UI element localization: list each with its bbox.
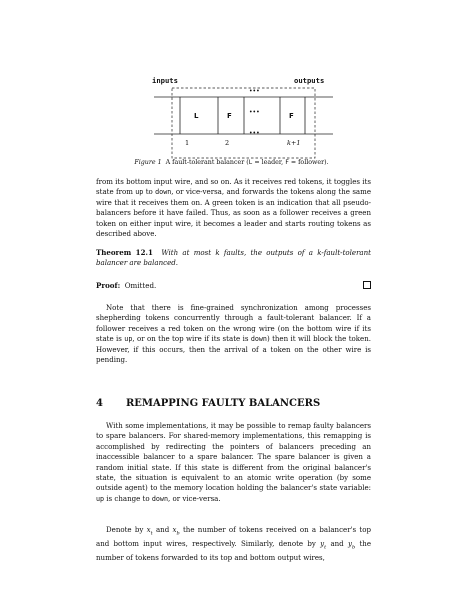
outputs-label: outputs: [294, 76, 325, 85]
var-x-b-sub: b: [176, 530, 180, 537]
para3-text-2: is change to: [104, 493, 152, 503]
para1-text-3: , or vice-versa, and forwards the tokens along the same wire that it receives them on. A green token is an indication that all pseudo-balancers before it have failed. Thus, as soon as a follower receives a green token on either input wire, it becomes a leader and starts routing tokens as described above.: [96, 187, 371, 239]
var-y-t: y: [320, 538, 325, 548]
paragraph-continuation: [96, 177, 371, 239]
qed-square-icon: [363, 281, 371, 289]
para4-text-3: the number of tokens received on a balancer's top and bottom input wires, respectively. Similarly, denote by: [96, 525, 372, 548]
var-y-t-sub: t: [324, 544, 327, 551]
figure-caption: [95, 159, 368, 166]
var-x-b: x: [172, 525, 177, 534]
follower-label-1: F: [227, 112, 232, 120]
para3-code-down: down: [151, 494, 168, 503]
para1-text-2: to: [143, 187, 156, 197]
caption-text-middle: = leader,: [252, 159, 286, 166]
balancer-diagram: [148, 74, 338, 169]
ellipsis-middle: •••: [249, 109, 260, 116]
section-title-text: REMAPPING FAULTY BALANCERS: [126, 398, 321, 409]
para2-text-3: ) then it will block the token. However, if this occurs, then the arrival of a token on the other wire is pending.: [96, 334, 371, 365]
section-heading: [96, 398, 320, 409]
para4-text-2: and: [152, 525, 173, 534]
caption-code-l: L: [248, 159, 253, 166]
balancer-index-1: 1: [185, 139, 190, 147]
para3-text-1: With some implementations, it may be possible to remap faulty balancers to spare balancers. For shared-memory implementations, this remapping is accomplished by redirecting the pointers of balancers preceding an inaccessible balancer to a spare balancer. The spare balancer is given a random initial state. If this state is different from the original balancer's state, the situation is equivalent to an atomic write operation (by some outside agent) to the memory location holding the balancer's state variable:: [96, 421, 371, 493]
para4-text-1: Denote by: [106, 525, 147, 534]
balancer-index-2: 2: [225, 139, 230, 147]
notation-paragraph: [96, 525, 371, 563]
theorem-head: Theorem 12.1: [96, 248, 153, 257]
para2-text-2: , or on the top wire if its state is: [132, 334, 251, 344]
var-x-t-sub: t: [150, 530, 153, 537]
proof-head: Proof:: [96, 281, 121, 290]
caption-code-f: F: [285, 159, 289, 166]
theorem-body: With at most k faults, the outputs of a k-fault-tolerant balancer are balanced.: [96, 248, 372, 268]
para2-code-up: up: [124, 335, 133, 344]
para1-code-down: down: [155, 188, 172, 197]
ellipsis-top: •••: [249, 88, 260, 95]
ellipsis-bottom: •••: [249, 130, 260, 137]
para4-text-5: the number of tokens forwarded to its top and bottom output wires,: [96, 538, 372, 562]
section-number: 4: [96, 398, 103, 409]
para2-text-1: Note that there is fine-grained synchronization among processes shepherding tokens concurrently through a fault-tolerant balancer. If a follower receives a red token on the wrong wire (on the bottom wire if its state is: [96, 303, 371, 344]
fault-tolerant-balancer-figure: [148, 74, 338, 169]
leader-label: L: [194, 112, 199, 120]
para3-text-3: , or vice-versa.: [167, 493, 221, 503]
para2-code-down: down: [250, 335, 267, 344]
para1-code-up: up: [135, 188, 144, 197]
para4-text-4: and: [326, 538, 348, 548]
proof-body: Omitted.: [124, 281, 157, 290]
para3-code-up: up: [96, 494, 105, 503]
var-x-t: x: [146, 525, 151, 534]
follower-label-2: F: [289, 112, 294, 120]
var-y-b: y: [347, 538, 352, 548]
para1-text-1: from its bottom input wire, and so on. As it receives red tokens, it toggles its state from: [96, 177, 371, 197]
remapping-paragraph: [96, 421, 371, 504]
inputs-label: inputs: [152, 76, 178, 85]
theorem-block: [96, 248, 371, 269]
caption-text-after: = follower).: [288, 159, 329, 166]
synchronization-paragraph: [96, 303, 371, 365]
balancer-index-last: k+1: [287, 139, 301, 147]
proof-line: [96, 281, 371, 290]
dashed-enclosure: [172, 88, 315, 158]
var-y-b-sub: b: [351, 544, 356, 551]
caption-text-before: A fault-tolerant balancer (: [165, 159, 249, 166]
caption-figure-tag: Figure 1: [134, 159, 162, 166]
